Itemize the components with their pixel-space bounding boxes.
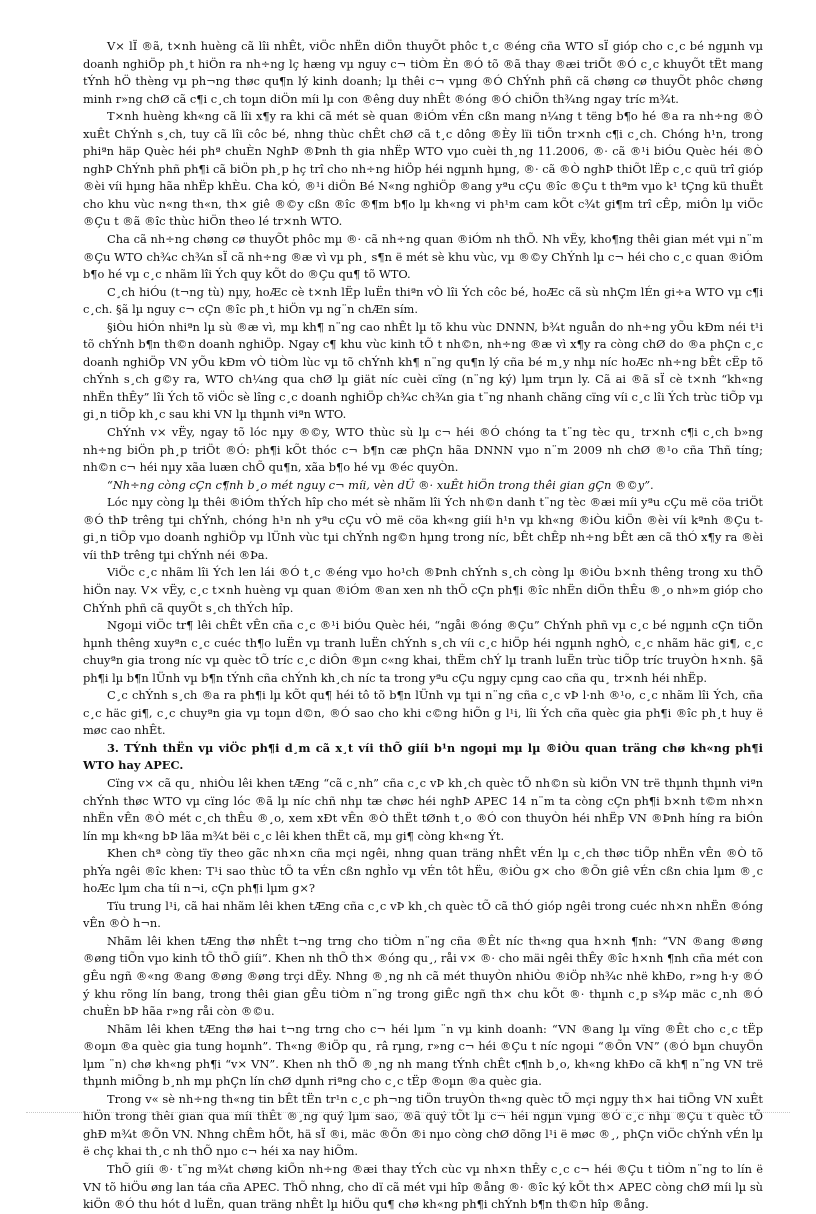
paragraph: C¸ch hiÓu (t¬ng tù) nµy, hoÆc cè t×nh lËp luËn thiªn vÒ lîi Ých côc bé, hoÆc cã sù nhÇm lÉn gi÷a WTO vµ c¶i c¸ch. §ã lµ nguy c¬ cÇn ®îc ph¸t hiÖn vµ ng¨n chÆn sím. bbox=[83, 284, 763, 317]
paragraph: Lóc nµy còng lµ thêi ®iÓm thÝch hîp cho mét sè nhãm lîi Ých nh©n danh t¨ng tèc ®æi míi yªu cÇu më cöa triÖt ®Ó thÞ trêng tµi chÝnh, chóng h¹n nh yªu cÇu vÒ më cöa kh«ng giíi h¹n vµ kh«ng ®iÒu kiÖn ®èi víi kªnh ®Çu t gi¸n tiÕp vµo doanh nghiÖp vµ lÜnh vùc tµi chÝnh ng©n hµng trong níc, bÊt chÊp nh÷ng bÊt æn cã thÓ x¶y ra ®èi víi thÞ trêng tµi chÝnh néi ®Þa. bbox=[83, 495, 763, 562]
paragraph: Cïng v× cã qu¸ nhiÒu lêi khen tÆng “cã c¸nh” cña c¸c vÞ kh¸ch quèc tÕ nh©n sù kiÖn VN trë thµnh thµnh viªn chÝnh thøc WTO vµ cïng lóc ®ã lµ níc chñ nhµ tæ chøc héi nghÞ APEC 14 n¨m ta còng cÇn ph¶i b×nh t©m nh×n nhËn vÊn ®Ò mét c¸ch thÊu ®¸o, xem xÐt vÊn ®Ò thËt tØnh t¸o ®Ó con thuyÒn héi nhËp VN ®Þnh híng ra biÓn lín mµ kh«ng bÞ lãa m¾t bëi c¸c lêi khen thËt cã, mµ gi¶ còng kh«ng Ýt. bbox=[83, 775, 763, 843]
quote-paragraph: “Nh÷ng còng cÇn c¶nh b¸o mét nguy c¬ míi, vèn dÜ ®· xuÊt hiÖn trong thêi gian gÇn ®©y”. bbox=[107, 477, 654, 492]
paragraph: ChÝnh v× vËy, ngay tõ lóc nµy ®©y, WTO thùc sù lµ c¬ héi ®Ó chóng ta t¨ng tèc qu¸ tr×nh c¶i c¸ch b»ng nh÷ng biÖn ph¸p triÖt ®Ó: ph¶i kÕt thóc c¬ b¶n cæ phÇn hãa DNNN vµo n¨m 2009 nh chØ ®¹o cña Thñ tíng; nh©n c¬ héi nµy xãa luæn chÕ qu¶n, xãa b¶o hé vµ ®éc quyÒn. bbox=[83, 425, 763, 475]
paragraph: ViÖc c¸c nhãm lîi Ých len lái ®Ó t¸c ®éng vµo ho¹ch ®Þnh chÝnh s¸ch còng lµ ®iÒu b×nh thêng trong xu thÕ hiÖn nay. V× vËy, c¸c t×nh huèng vµ quan ®iÓm ®an xen nh thÕ cÇn ph¶i ®îc nhËn diÖn thÊu ®¸o nh»m gióp cho ChÝnh phñ cã quyÕt s¸ch thÝch hîp. bbox=[83, 565, 763, 615]
paragraph: V× lÏ ®ã, t×nh huèng cã lîi nhÊt, viÖc nhËn diÖn thuyÕt phôc t¸c ®éng cña WTO sÏ gióp cho c¸c bé ngµnh vµ doanh nghiÖp ph¸t hiÖn ra nh÷ng lç hæng vµ nguy c¬ tiÒm Èn ®Ó tõ ®ã thay ®æi triÕt ®Ó c¸c khuyÕt tËt mang tÝnh hÖ thèng vµ ph¬ng thøc qu¶n lý kinh doanh; lµ thêi c¬ vµng ®Ó ChÝnh phñ cã chøng cø thuyÕt phôc chøng minh r»ng chØ cã c¶i c¸ch toµn diÖn míi lµ con ®êng duy nhÊt ®óng ®Ó chiÕn th¾ng ngay tríc m¾t. bbox=[83, 39, 763, 106]
section-heading: 3. TÝnh thËn vµ viÖc ph¶i d¸m cã x¸t víi thÕ giíi b¹n ngoµi mµ lµ ®iÒu quan träng chø kh«ng ph¶i WTO hay APEC. bbox=[83, 740, 763, 773]
paragraph: ThÕ giíi ®· t¨ng m¾t chøng kiÕn nh÷ng ®æi thay tÝch cùc vµ nh×n thÊy c¸c c¬ héi ®Çu t tiÒm n¨ng to lín ë VN tõ hiÖu øng lan táa cña APEC. ThÕ nhng, cho dï cã mét vµi hîp ®ång ®· ®îc ký kÕt th× APEC còng chØ míi lµ sù kiÖn ®Ó thu hót d luËn, quan träng nhÊt lµ hiÖu qu¶ chø kh«ng ph¶i chÝnh b¶n th©n hîp ®ång. bbox=[83, 1162, 763, 1212]
paragraph: Khen chª còng tïy theo gãc nh×n cña mçi ngêi, nhng quan träng nhÊt vÉn lµ c¸ch thøc tiÕp nhËn vÊn ®Ò tõ phÝa ngêi ®îc khen: T¹i sao thùc tÕ ta vÉn cßn nghÌo vµ vÉn tôt hËu, ®iÒu g× cho ®Õn giê vÉn cßn chia lµm ®¸c hoÆc lµm cha tíi n¬i, cÇn ph¶i lµm g×? bbox=[83, 846, 763, 896]
document-body bbox=[83, 38, 763, 1214]
paragraph: §iÒu hiÓn nhiªn lµ sù ®æ vì, mµ kh¶ n¨ng cao nhÊt lµ tõ khu vùc DNNN, b¾t nguån do nh÷ng yÕu kÐm néi t¹i tõ chÝnh b¶n th©n doanh nghiÖp. Ngay c¶ khu vùc kinh tÕ t nh©n, nh÷ng ®æ vì x¶y ra còng chØ do ®a phÇn c¸c doanh nghiÖp VN yÕu kÐm vÒ tiÒm lùc vµ tõ chÝnh kh¶ n¨ng qu¶n lý cña bé m¸y nhµ níc hoÆc nh÷ng bÊt cËp tõ chÝnh s¸ch g©y ra, WTO ch¼ng qua chØ lµ giät níc cuèi cïng (n¨ng ký) lµm trµn ly. Cã ai ®ã sÏ cè t×nh “kh«ng nhËn thÊy” lîi Ých tõ viÖc sè lîng c¸c doanh nghiÖp ch¾c ch¾n gia t¨ng nhanh chãng cïng víi c¸c lîi Ých trùc tiÕp vµ gi¸n tiÕp kh¸c sau khi VN lµ thµnh viªn WTO. bbox=[83, 319, 763, 422]
paragraph: Ngoµi viÖc tr¶ lêi chÊt vÊn cña c¸c ®¹i biÓu Quèc héi, “ngåi ®óng ®Çu” ChÝnh phñ vµ c¸c bé ngµnh cÇn tiÕn hµnh thêng xuyªn c¸c cuéc th¶o luËn vµ tranh luËn chÝnh s¸ch víi c¸c hiÖp héi ngµnh nghÒ, c¸c nhãm häc gi¶, c¸c chuyªn gia trong níc vµ quèc tÕ tríc c¸c diÔn ®µn c«ng khai, thËm chÝ lµ tranh luËn trùc tiÕp tríc truyÒn h×nh. §ã ph¶i lµ b¶n lÜnh vµ b¶n tÝnh cña chÝnh kh¸ch níc ta trong yªu cÇu ngµy cµng cao cña qu¸ tr×nh héi nhËp. bbox=[83, 618, 763, 685]
paragraph: Nhãm lêi khen tÆng thø hai t¬ng trng cho c¬ héi lµm ¨n vµ kinh doanh: “VN ®ang lµ vïng ®Êt cho c¸c tËp ®oµn ®a quèc gia tung hoµnh”. Th«ng ®iÖp qu¸ râ rµng, r»ng c¬ héi ®Çu t níc ngoµi “®Õn VN” (®Ó bµn chuyÖn lµm ¨n) chø kh«ng ph¶i “v× VN”. Khen nh thÕ ®¸ng nh mang tÝnh chÊt c¶nh b¸o, kh«ng khÐo cã kh¶ n¨ng VN trë thµnh miÕng b¸nh mµ phÇn lín chØ dµnh riªng cho c¸c tËp ®oµn ®a quèc gia. bbox=[83, 1021, 763, 1089]
paragraph: C¸c chÝnh s¸ch ®a ra ph¶i lµ kÕt qu¶ héi tô tõ b¶n lÜnh vµ tµi n¨ng cña c¸c vÞ l·nh ®¹o, c¸c nhãm lîi Ých, cña c¸c häc gi¶, c¸c chuyªn gia vµ toµn d©n, ®Ó sao cho khi c©ng hiÕn g l¹i, lîi Ých cña quèc gia ph¶i ®îc ph¸t huy ë møc cao nhÊt. bbox=[83, 688, 763, 738]
paragraph: Nhãm lêi khen tÆng thø nhÊt t¬ng trng cho tiÒm n¨ng cña ®Êt níc th«ng qua h×nh ¶nh: “VN ®ang ®øng ®øng tiÕn vµo kinh tÕ thÕ giíi”. Khen nh thÕ th× ®óng qu¸, råi v× ®· cho mäi ngêi thÊy ®îc h×nh ¶nh cña mét con gÊu ngñ ®«ng ®ang ®øng ®øng trçi dËy. Nhng ®¸ng nh cã mét thuyÒn nhiÒu ®iÖp nh¾c nhë khÐo, r»ng h·y ®Ó ý khu rõng lín bang, trong thêi gian gÊu tiÒm n¨ng trong giÊc ngñ th× chu kÕt ®· thµnh c¸p s¾p mäc c¸nh ®Ó chuÈn bÞ hãa r»ng råi còn ®©u. bbox=[83, 933, 763, 1019]
paragraph: T×nh huèng kh«ng cã lîi x¶y ra khi cã mét sè quan ®iÓm vÉn cßn mang n¼ng t tëng b¶o hé ®a ra nh÷ng ®Ò xuÊt ChÝnh s¸ch, tuy cã lîi côc bé, nhng thùc chÊt chØ cã t¸c dông ®Èy lïi tiÕn tr×nh c¶i c¸ch. Chóng h¹n, trong phiªn häp Quèc héi phª chuÈn NghÞ ®Þnh th gia nhËp WTO vµo cuèi th¸ng 11.2006, ®· cã ®¹i biÓu Quèc héi ®Ò nghÞ ChÝnh phñ ph¶i cã biÖn ph¸p hç trî cho nh÷ng hiÖp héi ngµnh hµng, ®· cã ®Ò nghÞ thiÕt lËp c¸c quü trî gióp ®èi víi hµng hãa nhËp khÈu. Cha kÓ, ®¹i diÖn Bé N«ng nghiÖp ®ang yªu cÇu ®îc ®Çu t thªm vµo k¹ tÇng kü thuËt cho khu vùc n«ng th«n, th× giê ®©y cßn ®îc ®¶m b¶o lµ kh«ng vi ph¹m cam kÕt c¾t gi¶m trî cÊp, miÔn lµ viÖc ®Çu t ®ã ®îc thùc hiÖn theo lé tr×nh WTO. bbox=[83, 109, 763, 229]
paragraph: Tïu trung l¹i, cã hai nhãm lêi khen tÆng cña c¸c vÞ kh¸ch quèc tÕ cã thÓ gióp ngêi trong cuéc nh×n nhËn ®óng vÊn ®Ò h¬n. bbox=[83, 898, 763, 931]
paragraph: Cha cã nh÷ng chøng cø thuyÕt phôc mµ ®· cã nh÷ng quan ®iÓm nh thÕ. Nh vËy, kho¶ng thêi gian mét vµi n¨m ®Çu WTO ch¾c ch¾n sÏ cã nh÷ng ®æ vì vµ ph¸ s¶n ë mét sè khu vùc, vµ ®©y ChÝnh lµ c¬ héi cho c¸c quan ®iÓm b¶o hé vµ c¸c nhãm lîi Ých quy kÕt do ®Çu qu¶ tõ WTO. bbox=[83, 232, 763, 282]
page-bottom-rule bbox=[26, 1112, 790, 1113]
paragraph: Trong v« sè nh÷ng th«ng tin bÊt tËn tr¹n c¸c ph¬ng tiÖn truyÒn th«ng quèc tÕ mçi ngµy th× hai tiÕng VN xuÊt hiÖn trong thêi gian qua míi thÊt ®¸ng quý lµm sao, ®ã quý tÕt lµ c¬ héi ngµn vµng ®Ó c¸c nhµ ®Çu t quèc tÕ ghÐ m¾t ®Õn VN. Nhng chÊm hÕt, hä sÏ ®i, mäc ®Õn ®i nµo còng chØ dõng l¹i ë møc ®¸, phÇn viÖc chÝnh vÉn lµ ë chç khai th¸c nh thÕ nµo c¬ héi xa nay hiÕm. bbox=[83, 1091, 763, 1159]
